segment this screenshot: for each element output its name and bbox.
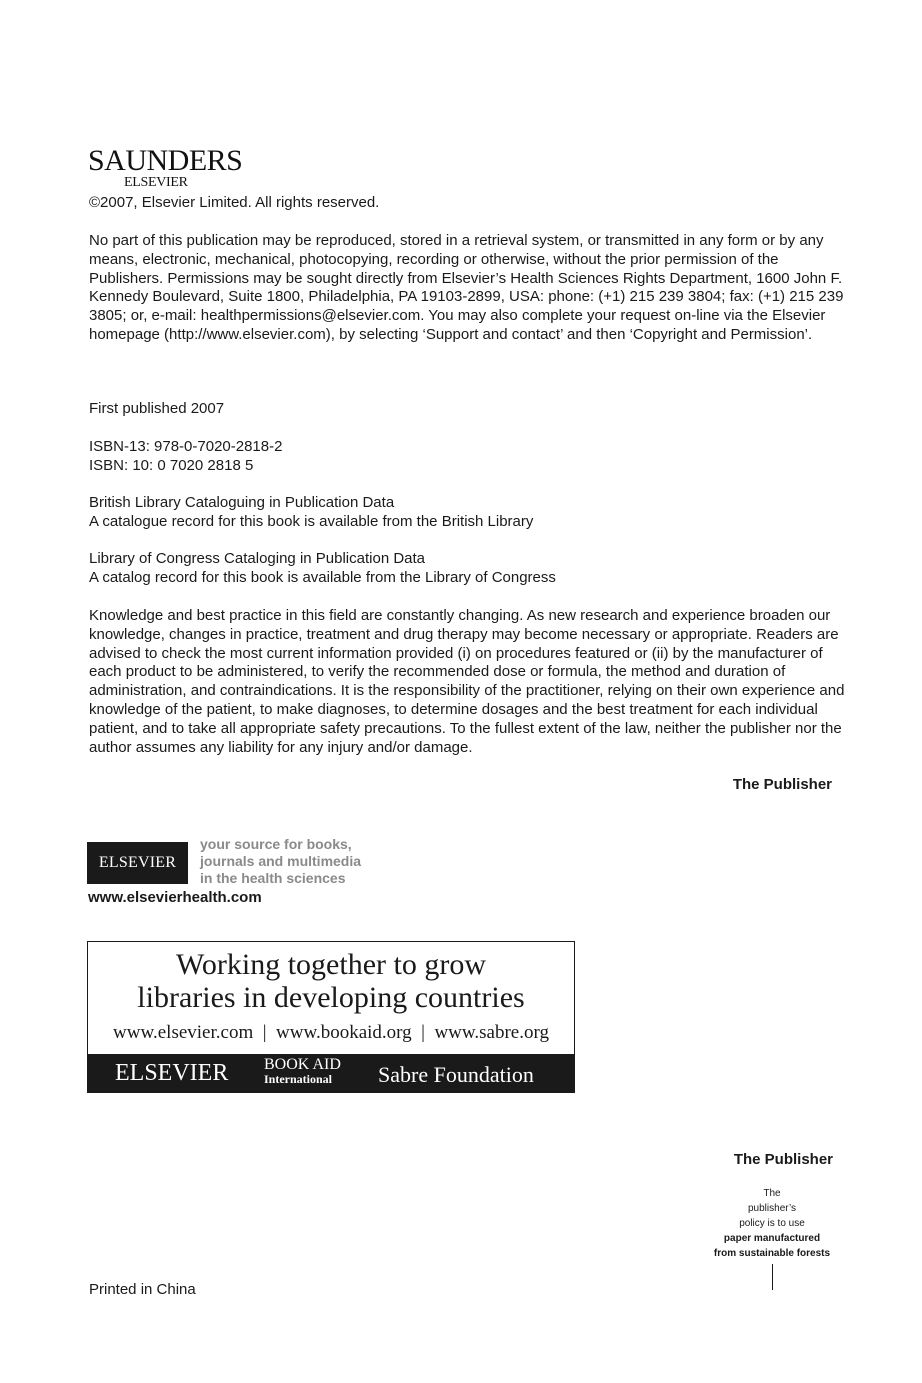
library-of-congress-block [89,550,556,588]
book-aid-international-logo [264,1057,341,1087]
elsevier-badge-logo: ELSEVIER [87,842,188,884]
isbn-13: ISBN-13: 978-0-7020-2818-2 [89,438,283,455]
forest-line: policy is to use [739,1218,805,1229]
book-aid-logo-bar [88,1054,574,1092]
logo-word: SAUNDERS [88,144,243,177]
tagline-line: journals and multimedia [200,853,362,869]
book-aid-logo-line: BOOK AID [264,1056,341,1073]
isbn-block [89,438,282,476]
british-library-note: A catalogue record for this book is available from the British Library [89,512,534,530]
sabre-foundation-logo: Sabre Foundation [378,1062,534,1087]
copyright-line: ©2007, Elsevier Limited. All rights reserved. [89,194,380,211]
book-aid-title [88,948,574,1014]
disclaimer-paragraph: Knowledge and best practice in this field are constantly changing. As new research and experience broaden our knowledge, changes in practice, treatment and drug therapy may become necessary or appropriate. Readers are advised to check the most current information provided (i) on procedures featured or (ii) by the manufacturer of each product to be administered, to verify the recommended dose or formula, the method and duration of administration, and contraindications. It is the responsibility of the practitioner, relying on their own experience and knowledge of the patient, to make diagnoses, to determine dosages and the best treatment for each individual patient, and to take all appropriate safety precautions. To the fullest extent of the law, neither the publisher nor the author assumes any liability for any injury and/or damage. [89,607,845,756]
elsevier-logo: ELSEVIER [115,1060,229,1086]
forest-line: The [763,1188,781,1199]
saunders-elsevier-logo [88,146,242,190]
elsevier-tagline [200,836,361,887]
forest-bold-line: paper manufactured [723,1233,821,1244]
tagline-line: in the health sciences [200,870,346,886]
loc-heading: Library of Congress Cataloging in Publication Data [89,550,426,567]
book-aid-logo-line: International [264,1072,333,1086]
elsevier-health-website: www.elsevierhealth.com [88,889,262,906]
loc-note: A catalog record for this book is available from the Library of Congress [89,568,556,586]
forest-bold-line: from sustainable forests [713,1248,831,1259]
british-library-heading: British Library Cataloguing in Publication Data [89,494,395,511]
sustainable-forests-note [700,1186,844,1261]
first-published: First published 2007 [89,400,225,417]
forest-divider [772,1264,773,1290]
book-aid-title-line: Working together to grow [175,948,487,981]
book-aid-urls: www.elsevier.com | www.bookaid.org | www.sabre.org [113,1022,549,1043]
printed-in: Printed in China [89,1281,196,1298]
publisher-signature: The Publisher [732,776,832,793]
book-aid-panel [87,941,575,1093]
publisher-signature-2: The Publisher [733,1151,833,1168]
british-library-block [89,494,533,532]
book-aid-title-line: libraries in developing countries [137,981,525,1014]
forest-line: publisher’s [748,1203,796,1214]
logo-sub: ELSEVIER [124,175,188,190]
isbn-10: ISBN: 10: 0 7020 2818 5 [89,456,254,474]
permissions-paragraph: No part of this publication may be reproduced, stored in a retrieval system, or transmitted in any form or by any means, electronic, mechanical, photocopying, recording or otherwise, without the prior permission of the Publishers. Permissions may be sought directly from Elsevier’s Health Sciences Rights Department, 1600 John F. Kennedy Boulevard, Suite 1800, Philadelphia, PA 19103-2899, USA: phone: (+1) 215 239 3804; fax: (+1) 215 239 3805; or, e-mail: healthpermissions@elsevier.com. You may also complete your request on-line via the Elsevier homepage (http://www.elsevier.com), by selecting ‘Support and contact’ and then ‘Copyright and Permission’. [89,232,844,343]
tagline-line: your source for books, [200,836,352,852]
